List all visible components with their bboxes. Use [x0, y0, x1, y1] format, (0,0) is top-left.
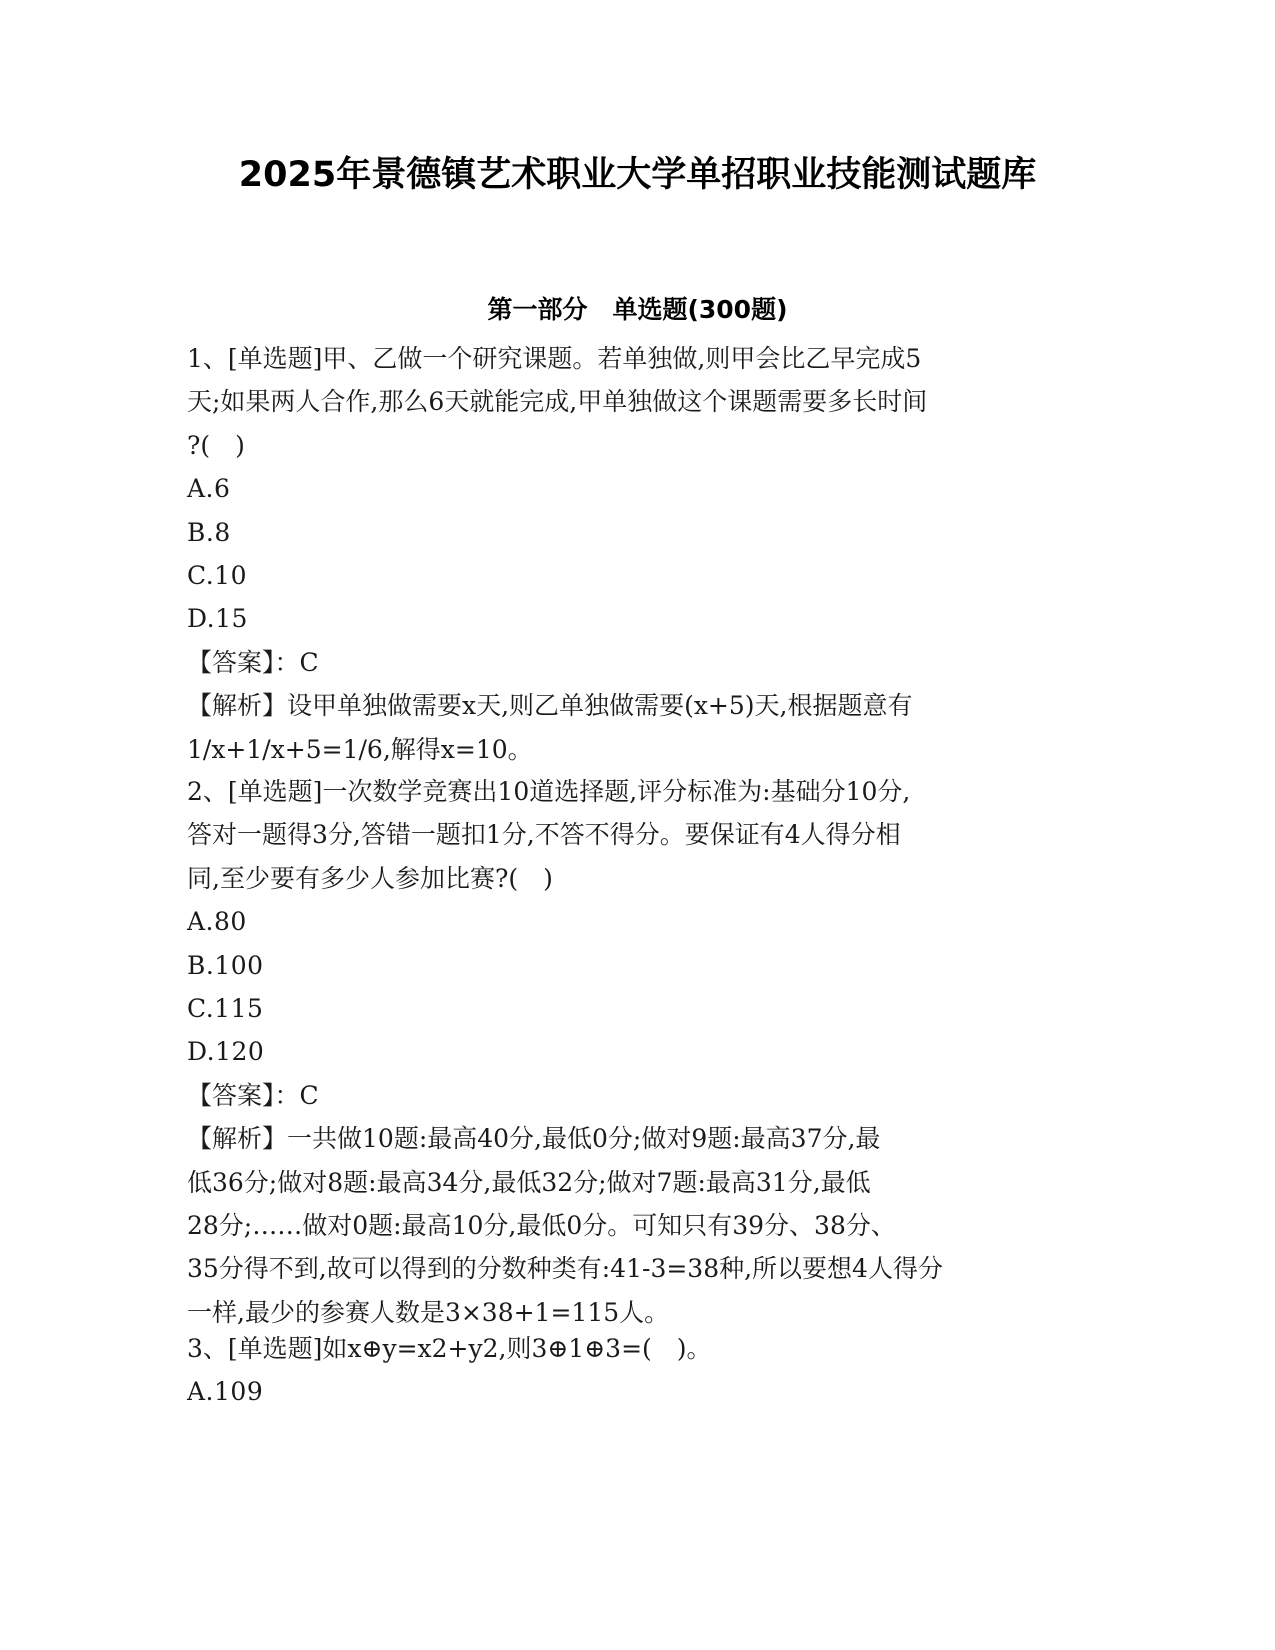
section-title: 第一部分 单选题(300题) — [487, 295, 788, 324]
option-c: C.10 — [187, 561, 247, 591]
option-a: A.6 — [187, 474, 231, 504]
answer-value: C — [299, 1080, 319, 1110]
analysis-label: 【解析】 — [187, 1124, 288, 1154]
answer-value: C — [299, 647, 319, 677]
answer-label: 【答案】： — [187, 1080, 300, 1110]
analysis-line: 低36分;做对8题:最高34分,最低32分;做对7题:最高31分,最低 — [187, 1167, 871, 1197]
option-a: A.109 — [187, 1377, 264, 1407]
option-b: B.8 — [187, 517, 231, 547]
question-stem-line: 答对一题得3分,答错一题扣1分,不答不得分。要保证有4人得分相 — [187, 820, 901, 850]
question-1 — [187, 337, 1077, 771]
option-d: D.15 — [187, 604, 248, 634]
question-stem-line: 3、[单选题]如x⊕y=x2+y2,则3⊕1⊕3=( )。 — [187, 1334, 712, 1363]
option-b: B.100 — [187, 950, 264, 980]
answer-line — [187, 1074, 1077, 1117]
answer-line — [187, 641, 1077, 684]
question-stem-line: 2、[单选题]一次数学竞赛出10道选择题,评分标准为:基础分10分, — [187, 777, 911, 806]
analysis-line: 35分得不到,故可以得到的分数种类有:41-3=38种,所以要想4人得分 — [187, 1254, 943, 1284]
answer-label: 【答案】： — [187, 647, 300, 677]
question-3 — [187, 1327, 1077, 1414]
question-stem-line: 同,至少要有多少人参加比赛?( ) — [187, 863, 553, 893]
question-stem-line: ?( ) — [187, 430, 245, 460]
analysis-text: 设甲单独做需要x天,则乙单独做需要(x+5)天,根据题意有 — [287, 691, 913, 721]
option-d: D.120 — [187, 1037, 265, 1067]
question-2 — [187, 770, 1077, 1334]
analysis-line: 一样,最少的参赛人数是3×38+1=115人。 — [187, 1297, 670, 1327]
document-title: 2025年景德镇艺术职业大学单招职业技能测试题库 — [238, 155, 1037, 195]
analysis-line — [187, 1117, 1077, 1160]
analysis-line: 28分;……做对0题:最高10分,最低0分。可知只有39分、38分、 — [187, 1211, 896, 1241]
analysis-text: 一共做10题:最高40分,最低0分;做对9题:最高37分,最 — [287, 1124, 881, 1154]
question-stem-line: 1、[单选题]甲、乙做一个研究课题。若单独做,则甲会比乙早完成5 — [187, 344, 922, 373]
analysis-label: 【解析】 — [187, 691, 288, 721]
option-a: A.80 — [187, 907, 247, 937]
analysis-line: 1/x+1/x+5=1/6,解得x=10。 — [187, 734, 533, 764]
analysis-line — [187, 684, 1077, 727]
option-c: C.115 — [187, 994, 264, 1024]
question-stem-line: 天;如果两人合作,那么6天就能完成,甲单独做这个课题需要多长时间 — [187, 387, 928, 417]
